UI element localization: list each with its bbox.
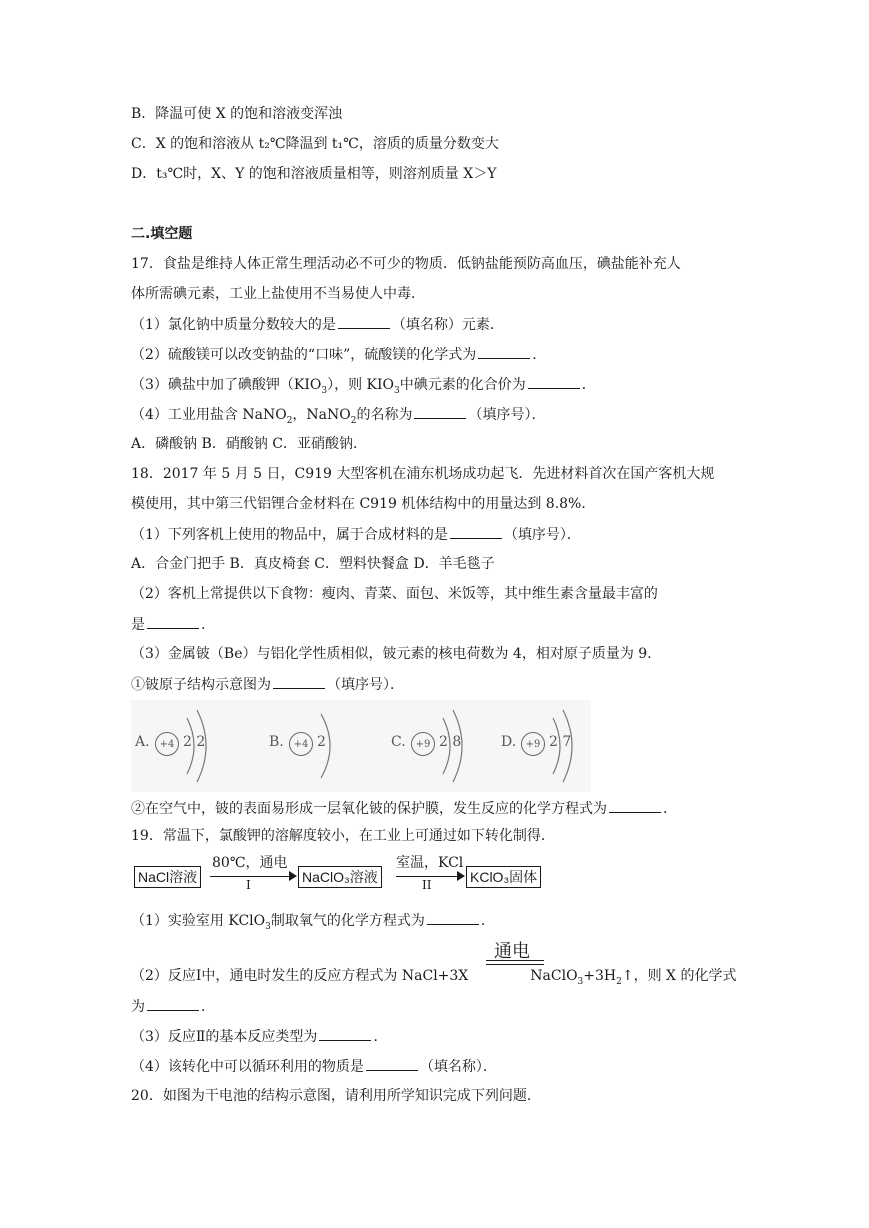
q17-options: A．磷酸钠 B．硝酸钠 C．亚硝酸钠． (131, 436, 368, 452)
q17-part-4: （4）工业用盐含 NaNO$_2$，NaNO$_2$的名称为 （填序号）． (131, 404, 545, 431)
equation-equals-sign (486, 960, 544, 965)
option-b: B．降温可使 X 的饱和溶液变浑浊 (131, 106, 343, 122)
flow-box-nacl: NaCl溶液 (134, 866, 201, 888)
arrow-line (210, 876, 290, 877)
q19-part-2: （2）反应Ⅰ中，通电时发生的反应方程式为 NaCl+3X $NaClO_3+3H_2↑$，则 X 的化学式 (131, 968, 737, 987)
atom-option-c: C. +9 2 8 (387, 700, 491, 792)
answer-blank[interactable] (478, 344, 530, 359)
answer-blank[interactable] (273, 674, 325, 689)
q18-part-2-line-1: （2）客机上常提供以下食物：瘦肉、青菜、面包、米饭等，其中维生素含量最丰富的 (131, 586, 658, 602)
q17-stem-line-2: 体所需碘元素，工业上盐使用不当易使人中毒． (131, 286, 425, 302)
flow-box-kclo3: KClO₃固体 (466, 866, 541, 888)
flow-condition-1: 80℃，通电 (212, 855, 288, 871)
section-title: 二.填空题 (131, 226, 193, 242)
answer-blank[interactable] (147, 996, 199, 1011)
option-c: C．X 的饱和溶液从 t₂℃降温到 t₁℃，溶质的质量分数变大 (131, 136, 499, 152)
answer-blank[interactable] (338, 314, 390, 329)
q18-sub-1: ①铍原子结构示意图为 （填序号）． (131, 674, 404, 695)
atom-option-b: B. +4 2 (265, 700, 365, 792)
q18-sub-2: ②在空气中，铍的表面易形成一层氧化铍的保护膜，发生反应的化学方程式为 ． (131, 798, 677, 819)
answer-blank[interactable] (319, 1026, 371, 1041)
flow-step-2: II (422, 878, 432, 892)
q18-part-3: （3）金属铍（Be）与铝化学性质相似，铍元素的核电荷数为 4，相对原子质量为 9． (131, 646, 662, 662)
q18-part-1: （1）下列客机上使用的物品中，属于合成材料的是 （填序号）． (131, 524, 581, 545)
atom-option-a: A. +4 2 2 (131, 700, 241, 792)
q18-stem-line-2: 模使用，其中第三代铝锂合金材料在 C919 机体结构中的用量达到 8.8%． (131, 496, 596, 512)
q17-stem-line-1: 17．食盐是维持人体正常生理活动必不可少的物质．低钠盐能预防高血压，碘盐能补充人 (131, 256, 681, 272)
q19-part-3: （3）反应Ⅱ的基本反应类型为 ． (131, 1026, 387, 1047)
arrow-right-icon (457, 871, 465, 881)
q18-part-1-options: A．合金门把手 B．真皮椅套 C．塑料快餐盒 D．羊毛毯子 (131, 556, 495, 572)
arrow-right-icon (289, 871, 297, 881)
electrolysis-condition-label: 通电 (494, 941, 530, 962)
answer-blank[interactable] (528, 374, 580, 389)
q17-part-2: （2）硫酸镁可以改变钠盐的“口味”，硫酸镁的化学式为 ． (131, 344, 546, 365)
q19-part-4: （4）该转化中可以循环利用的物质是 （填名称）． (131, 1056, 497, 1077)
answer-blank[interactable] (427, 910, 479, 925)
flow-step-1: I (246, 878, 251, 892)
q18-stem-line-1: 18．2017 年 5 月 5 日，C919 大型客机在浦东机场成功起飞．先进材料首次在国产客机大规 (131, 466, 715, 482)
q17-part-1: （1）氯化钠中质量分数较大的是 （填名称）元素． (131, 314, 504, 335)
answer-blank[interactable] (366, 1056, 418, 1071)
atom-structure-figure (131, 700, 591, 792)
answer-blank[interactable] (414, 404, 466, 419)
arrow-line (396, 876, 458, 877)
q18-part-2-line-2: 是 ． (131, 614, 215, 635)
q19-part-1: （1）实验室用 KClO$_3$制取氧气的化学方程式为 ． (131, 910, 495, 937)
conversion-flow-diagram (134, 852, 554, 894)
question-20-stem: 20．如图为干电池的结构示意图，请利用所学知识完成下列问题． (131, 1088, 541, 1104)
flow-box-naclo3: NaClO₃溶液 (298, 866, 382, 888)
answer-blank[interactable] (609, 798, 661, 813)
atom-option-d: D. +9 2 7 (497, 700, 591, 792)
q19-part-2-line-2: 为 ． (131, 996, 215, 1017)
answer-blank[interactable] (450, 524, 502, 539)
q17-part-3: （3）碘盐中加了碘酸钾$(KIO_3)$，则 $KIO_3$中碘元素的化合价为 ． (131, 374, 596, 401)
q19-stem: 19．常温下，氯酸钾的溶解度较小，在工业上可通过如下转化制得． (131, 828, 555, 844)
answer-blank[interactable] (147, 614, 199, 629)
option-d: D．t₃℃时，X、Y 的饱和溶液质量相等，则溶剂质量 X＞Y (131, 166, 497, 182)
flow-condition-2: 室温，KCl (396, 855, 464, 871)
